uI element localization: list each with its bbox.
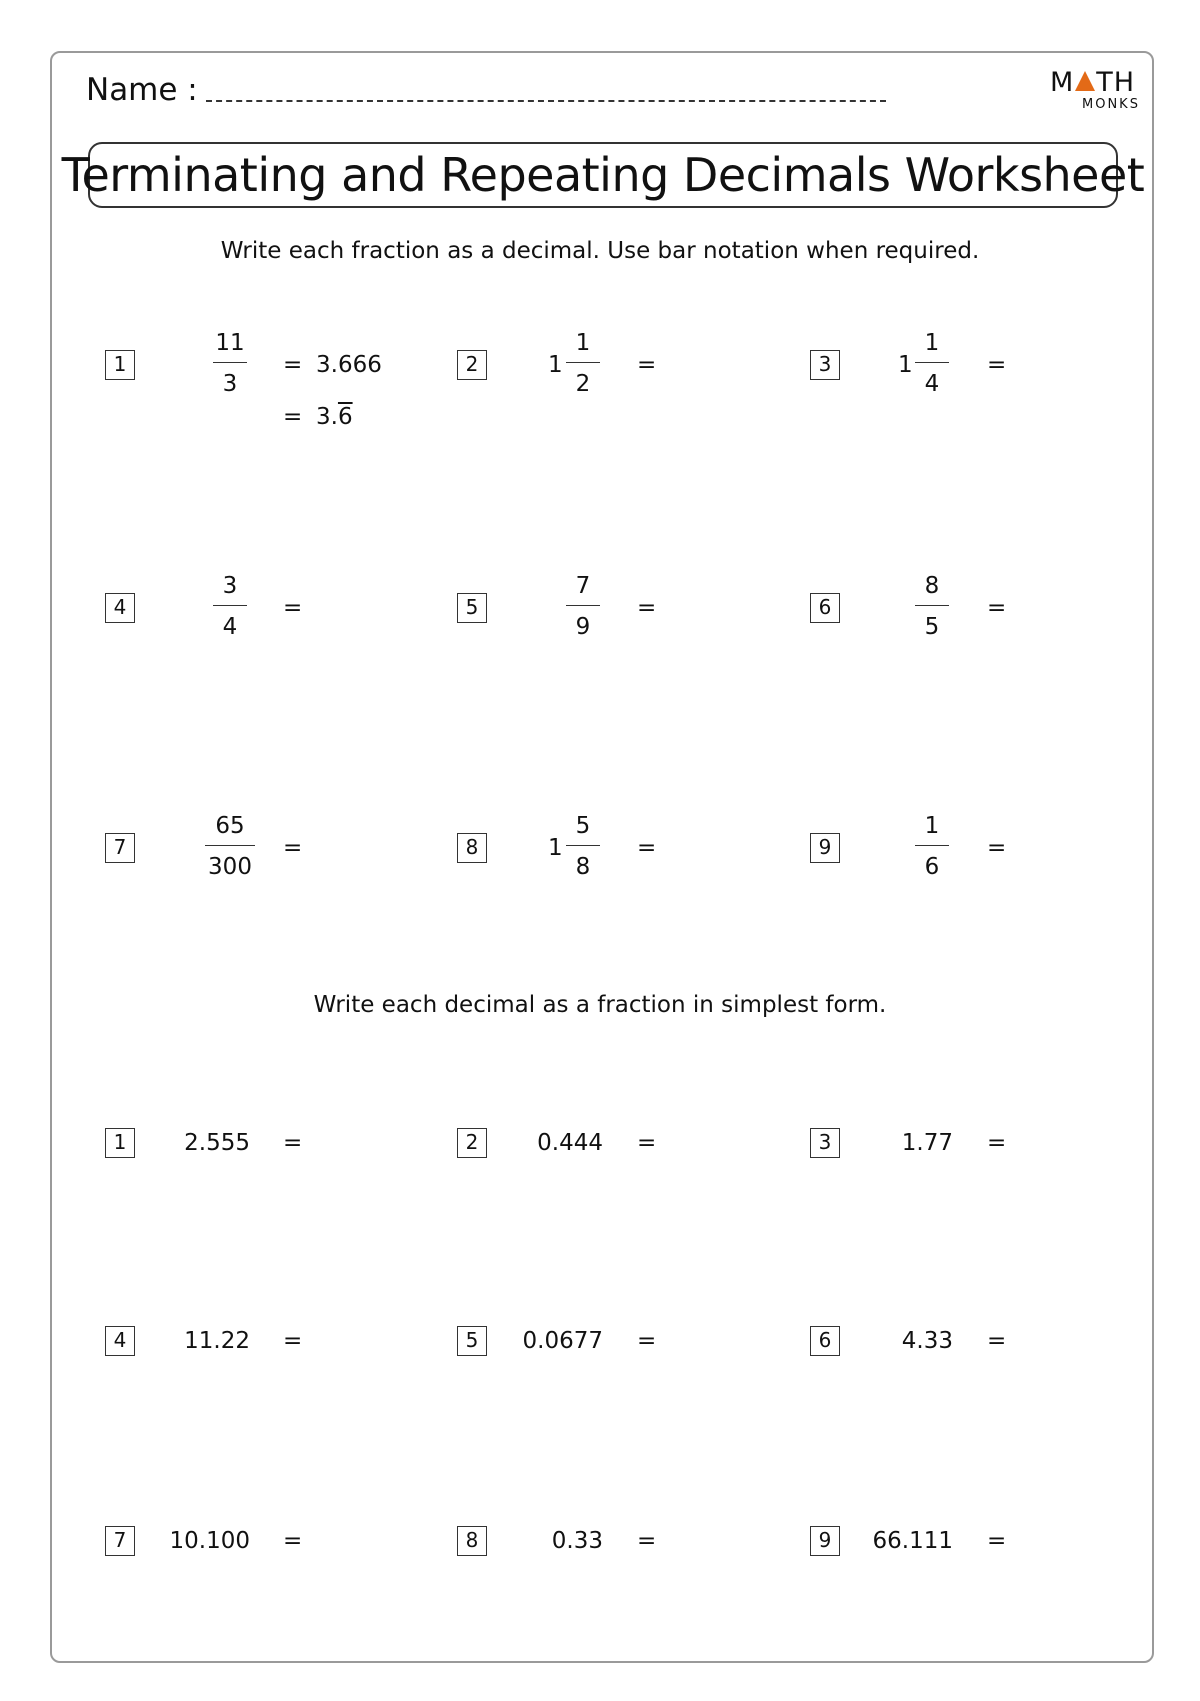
fraction-denominator: 8 [575,854,591,880]
fraction-numerator: 3 [222,573,238,599]
fraction-bar [915,605,949,606]
fraction-bar [566,605,600,606]
fraction-bar [915,362,949,363]
equals-sign: = [283,595,303,621]
fraction [213,571,247,642]
answer-area[interactable] [1017,1321,1200,1361]
fraction-bar [213,362,247,363]
fraction-bar [213,605,247,606]
fraction-numerator: 5 [575,813,591,839]
equals-sign: = [637,1528,657,1554]
example-answer-line2-equals: = [283,404,303,430]
fraction-numerator: 8 [924,573,940,599]
fraction-problem-number: 5 [457,593,487,623]
fraction-problem-number: 6 [810,593,840,623]
answer-area[interactable] [1017,1521,1200,1561]
example-answer-integer-part: 3. [316,404,338,430]
fraction-bar [205,845,255,846]
decimal-problem-number: 9 [810,1526,840,1556]
logo-subtitle: MONKS [1082,97,1140,112]
fraction-bar [915,845,949,846]
decimal-problem-number: 2 [457,1128,487,1158]
fraction-problem-number: 8 [457,833,487,863]
logo-triangle-icon [1075,71,1095,91]
fraction-denominator: 3 [222,371,238,397]
equals-sign: = [637,835,657,861]
decimal-problem-number: 1 [105,1128,135,1158]
equals-sign: = [283,352,303,378]
title-box [61,142,1145,208]
decimal-problem-number: 3 [810,1128,840,1158]
fraction-denominator: 9 [575,614,591,640]
name-label: Name : [86,72,198,108]
example-answer-line1: 3.666 [316,352,382,378]
decimal-value: 1.77 [901,1130,953,1156]
decimal-problem-number: 7 [105,1526,135,1556]
equals-sign: = [987,352,1007,378]
fraction-problem-number: 7 [105,833,135,863]
equals-sign: = [283,1328,303,1354]
decimal-value: 10.100 [169,1528,250,1554]
decimal-value: 2.555 [184,1130,250,1156]
equals-sign: = [987,835,1007,861]
fraction-denominator: 6 [924,854,940,880]
fraction-numerator: 65 [215,813,245,839]
fraction-denominator: 5 [924,614,940,640]
equals-sign: = [637,1130,657,1156]
mixed-number-whole: 1 [548,352,563,378]
fraction-numerator: 7 [575,573,591,599]
fraction-bar [566,845,600,846]
decimal-problem-number: 4 [105,1326,135,1356]
equals-sign: = [283,1130,303,1156]
equals-sign: = [637,595,657,621]
decimal-value: 0.444 [537,1130,603,1156]
fraction-denominator: 300 [208,854,252,880]
equals-sign: = [987,1528,1007,1554]
fraction-numerator: 1 [924,330,940,356]
logo-letter-m: M [1050,67,1075,98]
decimal-problem-number: 5 [457,1326,487,1356]
equals-sign: = [987,1328,1007,1354]
example-answer-repeating-digit: 6 [337,404,353,430]
decimal-value: 4.33 [901,1328,953,1354]
fraction-problem-number: 1 [105,350,135,380]
math-monks-logo [1050,68,1140,112]
fraction [213,328,247,399]
fraction-bar [566,362,600,363]
fraction-problem-number: 3 [810,350,840,380]
name-input-line[interactable] [206,100,886,102]
equals-sign: = [637,1328,657,1354]
fraction [566,811,600,882]
page-title: Terminating and Repeating Decimals Worksheet [61,148,1145,202]
fraction [566,328,600,399]
fraction-numerator: 11 [215,330,245,356]
fraction [915,328,949,399]
decimal-value: 0.33 [551,1528,603,1554]
equals-sign: = [987,1130,1007,1156]
fraction-denominator: 2 [575,371,591,397]
equals-sign: = [987,595,1007,621]
section2-instruction: Write each decimal as a fraction in simplest form. [313,992,887,1018]
fraction [566,571,600,642]
equals-sign: = [283,835,303,861]
equals-sign: = [283,1528,303,1554]
answer-area[interactable] [1017,828,1200,868]
example-answer-line2 [316,402,353,432]
fraction-problem-number: 2 [457,350,487,380]
fraction-numerator: 1 [924,813,940,839]
fraction [205,811,255,882]
fraction [915,571,949,642]
section1-instruction: Write each fraction as a decimal. Use bar notation when required. [220,238,980,264]
fraction-problem-number: 9 [810,833,840,863]
decimal-problem-number: 8 [457,1526,487,1556]
decimal-problem-number: 6 [810,1326,840,1356]
equals-sign: = [637,352,657,378]
decimal-value: 66.111 [872,1528,953,1554]
fraction-problem-number: 4 [105,593,135,623]
fraction-numerator: 1 [575,330,591,356]
answer-area[interactable] [1017,1123,1200,1163]
fraction [915,811,949,882]
fraction-denominator: 4 [924,371,940,397]
answer-area[interactable] [1017,588,1200,628]
logo-letters-th: TH [1096,67,1136,98]
mixed-number-whole: 1 [548,835,563,861]
decimal-value: 0.0677 [522,1328,603,1354]
answer-area[interactable] [1017,345,1200,385]
mixed-number-whole: 1 [898,352,913,378]
fraction-denominator: 4 [222,614,238,640]
decimal-value: 11.22 [184,1328,250,1354]
